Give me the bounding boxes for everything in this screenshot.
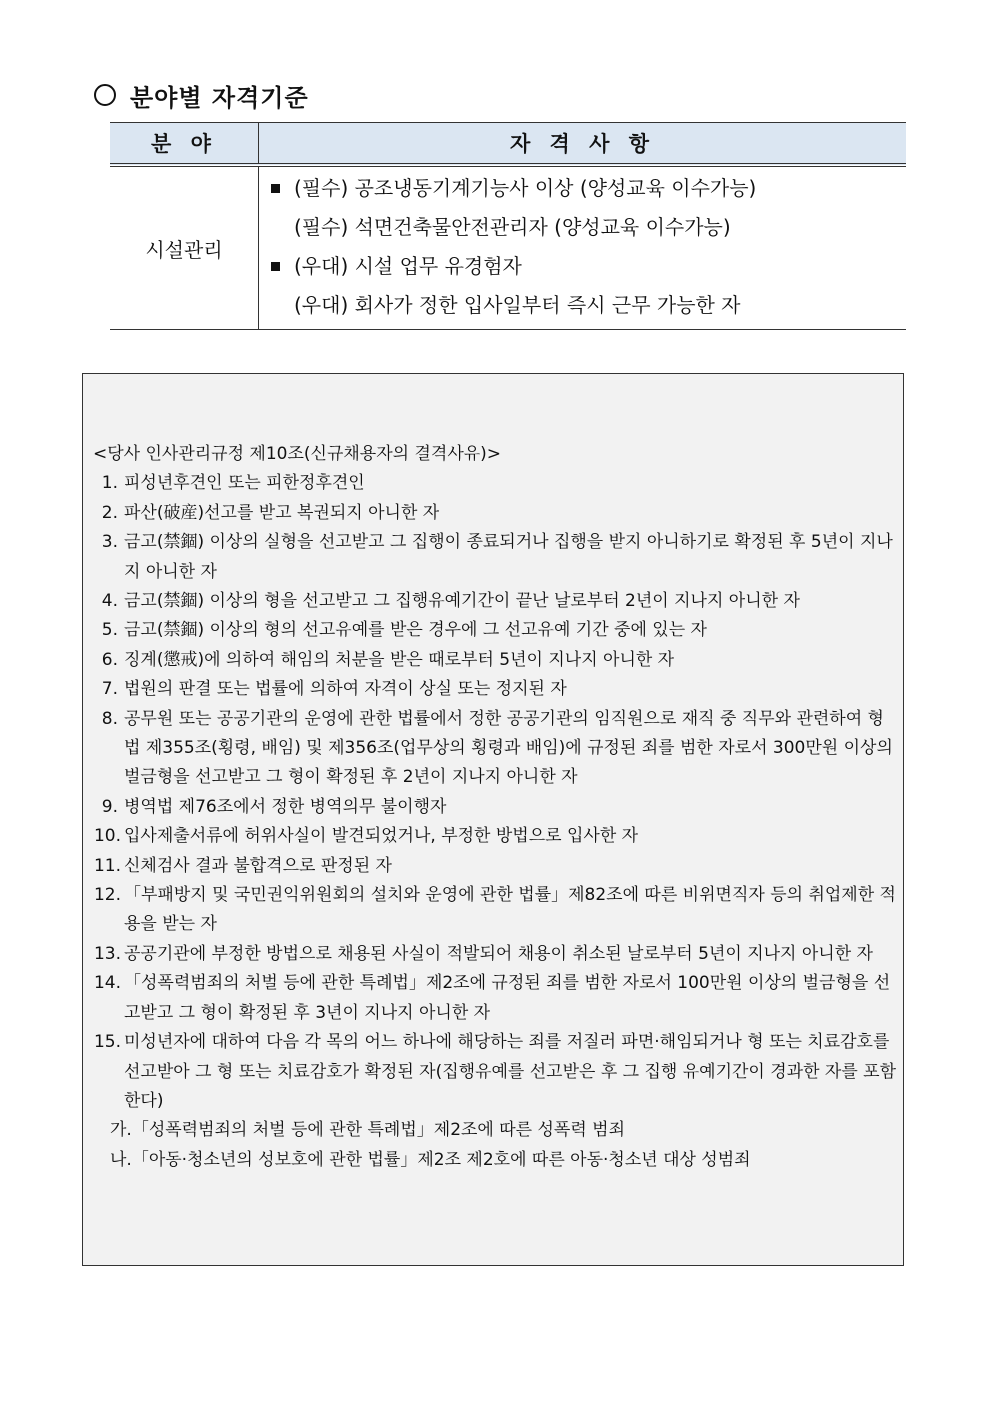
square-bullet-icon <box>271 184 280 193</box>
requirement-line <box>269 247 906 286</box>
qualification-table <box>110 122 906 330</box>
sub-item: 나.「아동·청소년의 성보호에 관한 법률」제2조 제2호에 따른 아동·청소년 대상 성범죄 <box>110 1149 751 1170</box>
list-item: 4. 금고(禁錮) 이상의 형을 선고받고 그 집행유예기간이 끝난 날로부터 2년이 지나지 아니한 자 <box>101 591 800 612</box>
disqualification-box <box>82 373 904 1266</box>
table-row <box>110 165 906 330</box>
list-item: 7. 법원의 판결 또는 법률에 의하여 자격이 상실 또는 정지된 자 <box>101 679 567 700</box>
list-item: 8. 공무원 또는 공공기관의 운영에 관한 법률에서 정한 공공기관의 임직원으로 재직 중 직무와 관련하여 형법 제355조(횡령, 배임) 및 제356조(업무상의 횡령과 배임)에 규정된 죄를 범한 자로서 300만원 이상의 벌금형을 선고받고 그 형이 확정된 후 2년이 지나지 아니한 자 <box>101 708 893 788</box>
requirements-cell <box>259 165 907 330</box>
field-cell: 시설관리 <box>110 165 259 330</box>
section-heading <box>94 78 309 112</box>
table-header-row <box>110 123 906 166</box>
list-item: 11. 신체검사 결과 불합격으로 판정된 자 <box>93 855 392 876</box>
list-item: 5. 금고(禁錮) 이상의 형의 선고유예를 받은 경우에 그 선고유예 기간 중에 있는 자 <box>101 620 707 641</box>
circle-bullet-icon <box>94 84 116 106</box>
requirement-text: (우대) 시설 업무 유경험자 <box>294 254 522 278</box>
square-bullet-icon <box>271 262 280 271</box>
list-item: 1. 피성년후견인 또는 피한정후견인 <box>101 473 365 494</box>
list-item: 3. 금고(禁錮) 이상의 실형을 선고받고 그 집행이 종료되거나 집행을 받지 아니하기로 확정된 후 5년이 지나지 아니한 자 <box>101 532 893 582</box>
requirement-line <box>269 286 906 325</box>
list-item: 14. 「성폭력범죄의 처벌 등에 관한 특례법」제2조에 규정된 죄를 범한 자로서 100만원 이상의 벌금형을 선고받고 그 형이 확정된 후 3년이 지나지 아니한 자 <box>93 973 891 1023</box>
list-item: 13. 공공기관에 부정한 방법으로 채용된 사실이 적발되어 채용이 취소된 날로부터 5년이 지나지 아니한 자 <box>93 943 873 964</box>
requirement-line <box>269 208 906 247</box>
list-item: 15. 미성년자에 대하여 다음 각 목의 어느 하나에 해당하는 죄를 저질러 파면·해임되거나 형 또는 치료감호를 선고받아 그 형 또는 치료감호가 확정된 자(집행유예를 선고받은 후 그 집행 유예기간이 경과한 자를 포함한다) <box>93 1032 897 1111</box>
list-item: 6. 징계(懲戒)에 의하여 해임의 처분을 받은 때로부터 5년이 지나지 아니한 자 <box>101 649 675 670</box>
disqualification-title: <당사 인사관리규정 제10조(신규채용자의 결격사유)> <box>93 444 502 464</box>
list-item: 10. 입사제출서류에 허위사실이 발견되었거나, 부정한 방법으로 입사한 자 <box>93 826 639 847</box>
requirement-text: (필수) 석면건축물안전관리자 (양성교육 이수가능) <box>294 215 731 239</box>
list-item: 12. 「부패방지 및 국민권익위원회의 설치와 운영에 관한 법률」제82조에 따른 비위면직자 등의 취업제한 적용을 받는 자 <box>93 885 896 935</box>
list-item: 9. 병역법 제76조에서 정한 병역의무 불이행자 <box>101 796 447 817</box>
header-field: 분 야 <box>110 123 259 166</box>
sub-item: 가.「성폭력범죄의 처벌 등에 관한 특례법」제2조에 따른 성폭력 범죄 <box>110 1120 626 1141</box>
header-qualifications: 자 격 사 항 <box>259 123 907 166</box>
requirement-text: (우대) 회사가 정한 입사일부터 즉시 근무 가능한 자 <box>294 293 741 317</box>
requirement-text: (필수) 공조냉동기계기능사 이상 (양성교육 이수가능) <box>294 176 757 200</box>
requirement-line <box>269 169 906 208</box>
section-heading-text: 분야별 자격기준 <box>130 83 309 112</box>
list-item: 2. 파산(破産)선고를 받고 복권되지 아니한 자 <box>101 502 440 523</box>
